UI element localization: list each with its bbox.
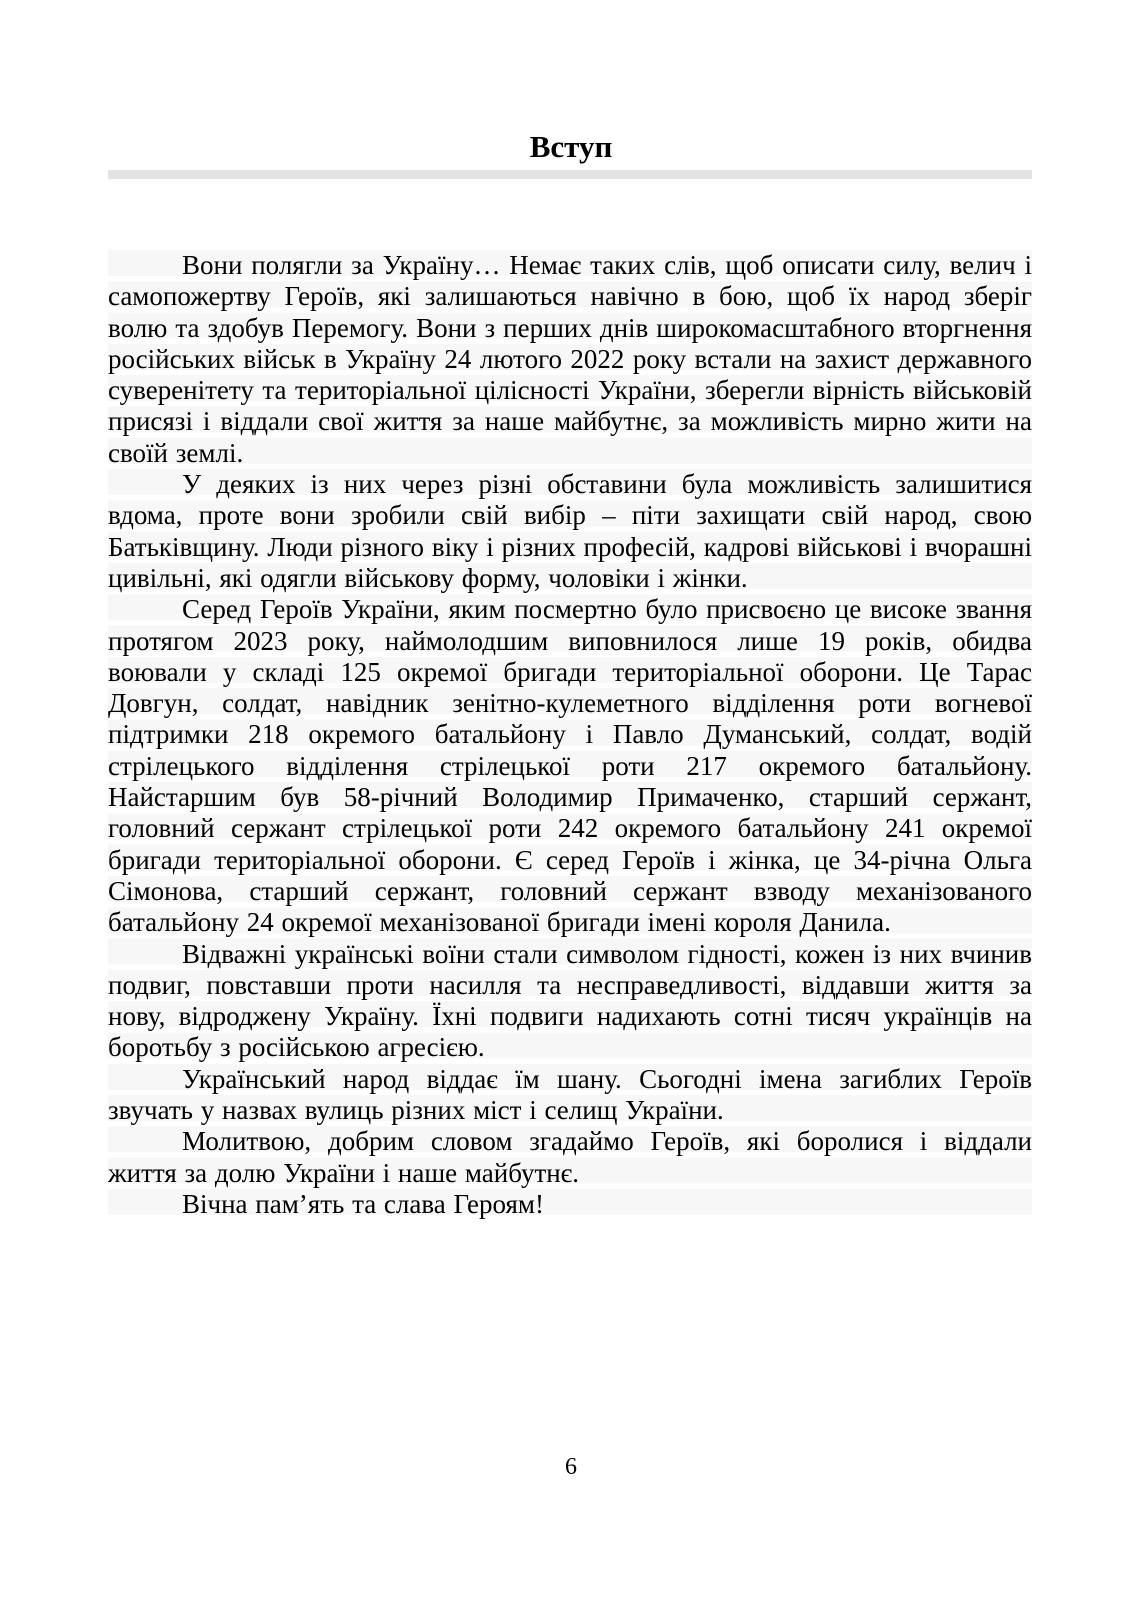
paragraph-heroes-details: Серед Героїв України, яким посмертно було присвоєно це високе звання протягом 2023 року, наймолодшим виповнилося лише 19 років, обидва воювали у складі 125 окремої бригади територіальної оборони. Це Тарас Довгун, солдат, навідник зенітно-кулеметного відділення роти вогневої підтримки 218 окремого батальйону і Павло Думанський, солдат, водій стрілецького відділення стрілецької роти 217 окремого батальйону. Найстаршим був 58-річний Володимир Примаченко, старший сержант, головний сержант стрілецької роти 242 окремого батальйону 241 окремої бригади територіальної оборони. Є серед Героїв і жінка, це 34-річна Ольга Сімонова, старший сержант, головний сержант взводу механізованого батальйону 24 окремої механізованої бригади імені короля Данила. xyxy=(108,594,1032,938)
document-body xyxy=(108,250,1032,1220)
paragraph-tribute: Український народ віддає їм шану. Сьогодні імена загиблих Героїв звучать у назвах вулиць різних міст і селищ України. xyxy=(108,1063,1032,1126)
title-underline-band xyxy=(108,170,1032,179)
page-title: Вступ xyxy=(529,129,613,164)
paragraph-choice: У деяких із них через різні обставини була можливість залишитися вдома, проте вони зробили свій вибір – піти захищати свій народ, свою Батьківщину. Люди різного віку і різних професій, кадрові військові і вчорашні цивільні, які одягли військову форму, чоловіки і жінки. xyxy=(108,469,1032,593)
page-number: 6 xyxy=(565,1454,577,1480)
paragraph-intro: Вони полягли за Україну… Немає таких слів, щоб описати силу, велич і самопожертву Героїв, які залишаються навічно в бою, щоб їх народ зберіг волю та здобув Перемогу. Вони з перших днів широкомасштабного вторгнення російських військ в Україну 24 лютого 2022 року встали на захист державного суверенітету та територіальної цілісності України, зберегли вірність військовій присязі і віддали свої життя за наше майбутнє, за можливість мирно жити на своїй землі. xyxy=(108,250,1032,468)
paragraph-prayer: Молитвою, добрим словом згадаймо Героїв, які боролися і віддали життя за долю України і наше майбутнє. xyxy=(108,1126,1032,1188)
paragraph-glory: Вічна пам’ять та слава Героям! xyxy=(182,1188,545,1219)
paragraph-symbol: Відважні українські воїни стали символом гідності, кожен із них вчинив подвиг, повставши проти насилля та несправедливості, віддавши життя за нову, відроджену Україну. Їхні подвиги надихають сотні тисяч українців на боротьбу з російською агресією. xyxy=(108,938,1032,1063)
